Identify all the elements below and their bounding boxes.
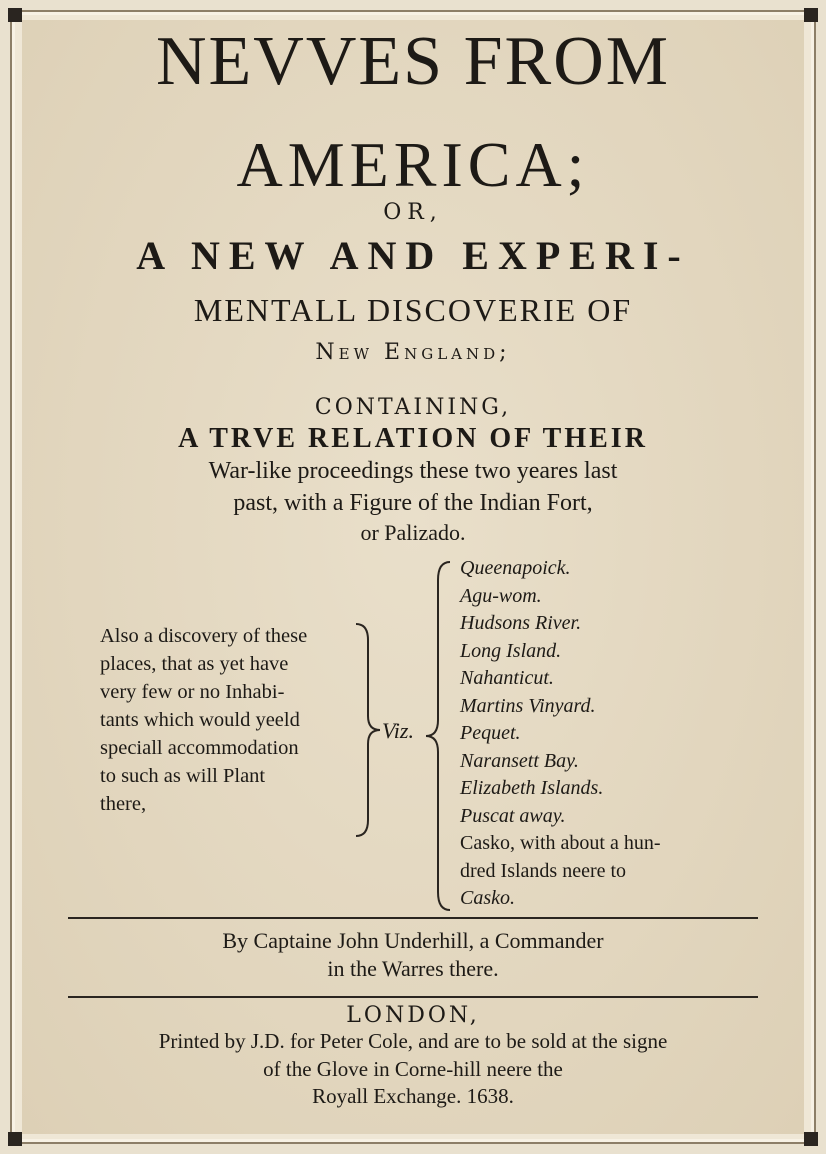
subtitle-line-2: War-like proceedings these two yeares last: [208, 458, 618, 484]
place-item: Martins Vinyard.: [460, 694, 596, 717]
place-item: Nahanticut.: [460, 667, 554, 689]
subtitle-line-4: or Palizado.: [360, 520, 466, 545]
place-item: dred Islands neere to: [460, 859, 627, 882]
title-line-4: A NEW AND EXPERI-: [136, 233, 690, 278]
divider-rule: [68, 996, 758, 998]
subtitle-line-1: A TRVE RELATION OF THEIR: [178, 423, 648, 454]
imprint-city: LONDON,: [346, 1003, 480, 1028]
discovery-line: tants which would yeeld: [100, 709, 300, 731]
place-item: Long Island.: [460, 639, 562, 662]
discovery-line: there,: [100, 793, 147, 815]
title-line-2: AMERICA;: [236, 129, 590, 200]
discovery-text: [100, 622, 360, 818]
place-item: Queenapoick.: [460, 557, 571, 579]
discovery-line: Also a discovery of these: [100, 625, 308, 647]
discovery-line: places, that as yet have: [100, 653, 289, 675]
place-item: Elizabeth Islands.: [460, 777, 604, 799]
divider-rule: [68, 917, 758, 919]
right-brace: [352, 620, 382, 840]
imprint-line-3: Royall Exchange. 1638.: [312, 1084, 514, 1108]
place-item: Casko, with about a hun-: [460, 832, 661, 854]
discovery-line: very few or no Inhabi-: [100, 681, 285, 703]
imprint-line-2: of the Glove in Corne-hill neere the: [263, 1057, 563, 1081]
place-item: Casko.: [460, 887, 515, 909]
imprint-line-1: Printed by J.D. for Peter Cole, and are to be sold at the signe: [158, 1029, 668, 1053]
discovery-line: to such as will Plant: [100, 765, 266, 787]
place-item: Puscat away.: [460, 804, 566, 827]
title-line-6: New England;: [315, 340, 511, 365]
place-item: Hudsons River.: [460, 612, 582, 634]
place-item: Naransett Bay.: [460, 749, 579, 772]
discovery-line: speciall accommodation: [100, 737, 299, 759]
frame-corner: [804, 8, 818, 22]
frame-corner: [804, 1132, 818, 1146]
left-brace: [424, 558, 454, 914]
frame-corner: [8, 1132, 22, 1146]
frame-corner: [8, 8, 22, 22]
author-line-2: in the Warres there.: [327, 956, 499, 981]
title-line-1: NEVVES FROM: [155, 23, 671, 100]
subtitle-containing: CONTAINING,: [314, 395, 512, 420]
author-line-1: By Captaine John Underhill, a Commander: [222, 928, 604, 953]
viz-label: Viz.: [382, 718, 414, 743]
title-line-5: MENTALL DISCOVERIE OF: [193, 292, 633, 328]
place-item: Agu-wom.: [460, 584, 542, 607]
place-item: Pequet.: [460, 722, 521, 744]
title-or: OR,: [383, 200, 443, 225]
places-list: [460, 555, 661, 913]
subtitle-line-3: past, with a Figure of the Indian Fort,: [233, 490, 593, 516]
